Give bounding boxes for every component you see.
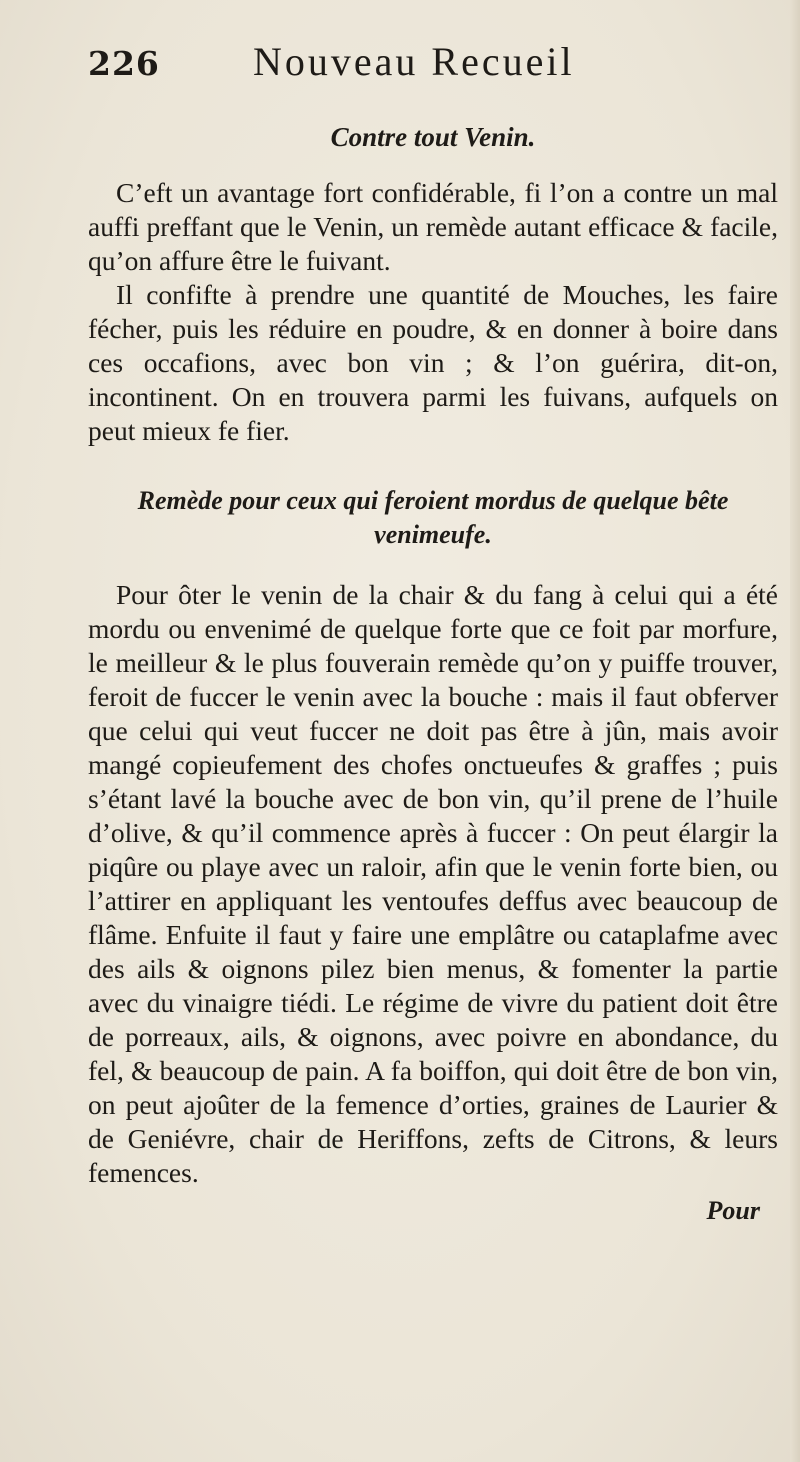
page-edge xyxy=(790,0,800,1462)
page-content xyxy=(88,120,778,1228)
section-heading-remede: Remède pour ceux qui feroient mordus de quelque bête venimeufe. xyxy=(137,486,729,549)
paragraph-3: Pour ôter le venin de la chair & du fang à celui qui a été mordu ou envenimé de quelque forte que ce foit par morfure, le meilleur & le plus fouverain remède qu’on y puiffe trouver, feroit de fuccer le venin avec la bouche : mais il faut obferver que celui qui veut fuccer ne doit pas être à jûn, mais avoir mangé copieufement des chofes onctueufes & graffes ; puis s’étant lavé la bouche avec de bon vin, qu’il prene de l’huile d’olive, & qu’il commence après à fuccer : On peut élargir la piqûre ou playe avec un raloir, afin que le venin forte bien, ou l’attirer en appliquant les ventoufes deffus avec beaucoup de flâme. Enfuite il faut y faire une emplâtre ou cataplafme avec des ails & oignons pilez bien menus, & fomenter la partie avec du vinaigre tiédi. Le régime de vivre du patient doit être de porreaux, ails, & oignons, avec poivre en abondance, du fel, & beaucoup de pain. A fa boiffon, qui doit être de bon vin, on peut ajoûter de la femence d’orties, graines de Laurier & de Geniévre, chair de Heriffons, zefts de Citrons, & leurs femences. xyxy=(88,579,778,1188)
paragraph-1: C’eft un avantage fort confidérable, fi l’on a contre un mal auffi preffant que le Venin, un remède autant efficace & facile, qu’on affure être le fuivant. xyxy=(88,177,778,276)
section-title-venin: Contre tout Venin. xyxy=(330,122,536,152)
catchword: Pour xyxy=(706,1196,760,1225)
page-number: 226 xyxy=(88,44,160,83)
page-header xyxy=(88,39,788,94)
paragraph-2: Il confifte à prendre une quantité de Mouches, les faire fécher, puis les réduire en poudre, & en donner à boire dans ces occafions, avec bon vin ; & l’on guérira, dit-on, incontinent. On en trouvera parmi les fuivans, aufquels on peut mieux fe fier. xyxy=(88,279,778,446)
running-head: Nouveau Recueil xyxy=(253,39,575,84)
